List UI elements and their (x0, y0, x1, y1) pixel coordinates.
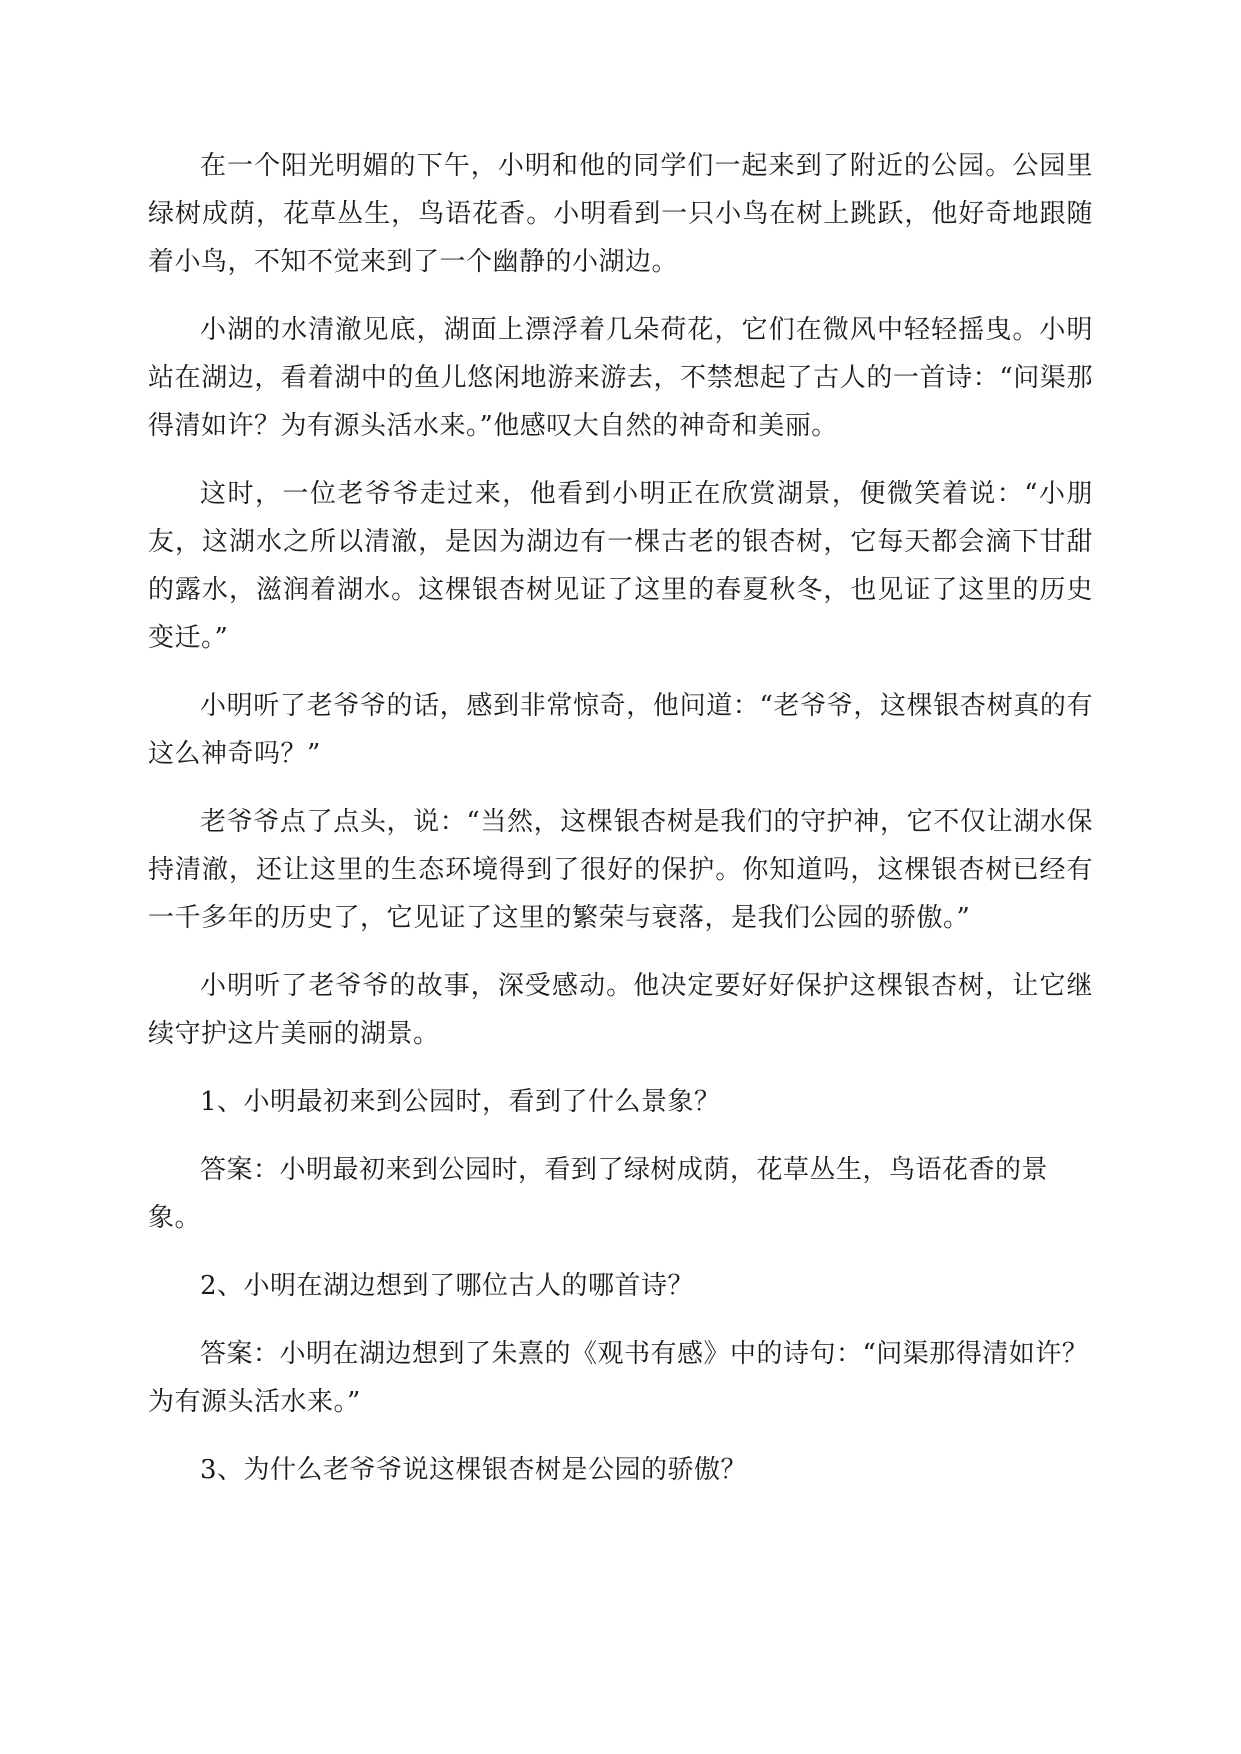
story-paragraph-5: 老爷爷点了点头，说：“当然，这棵银杏树是我们的守护神，它不仅让湖水保持清澈，还让这里的生态环境得到了很好的保护。你知道吗，这棵银杏树已经有一千多年的历史了，它见证了这里的繁荣与衰落，是我们公园的骄傲。” (148, 807, 1093, 933)
story-paragraph-3: 这时，一位老爷爷走过来，他看到小明正在欣赏湖景，便微笑着说：“小朋友，这湖水之所以清澈，是因为湖边有一棵古老的银杏树，它每天都会滴下甘甜的露水，滋润着湖水。这棵银杏树见证了这里的春夏秋冬，也见证了这里的历史变迁。” (148, 479, 1093, 653)
question-2: 2、小明在湖边想到了哪位古人的哪首诗？ (200, 1271, 695, 1301)
story-paragraph-2: 小湖的水清澈见底，湖面上漂浮着几朵荷花，它们在微风中轻轻摇曳。小明站在湖边，看着湖中的鱼儿悠闲地游来游去，不禁想起了古人的一首诗：“问渠那得清如许？为有源头活水来。”他感叹大自然的神奇和美丽。 (148, 315, 1093, 441)
answer-1: 答案：小明最初来到公园时，看到了绿树成荫，花草丛生，鸟语花香的景象。 (148, 1155, 1049, 1233)
question-3: 3、为什么老爷爷说这棵银杏树是公园的骄傲？ (200, 1455, 748, 1485)
answer-2: 答案：小明在湖边想到了朱熹的《观书有感》中的诗句：“问渠那得清如许？为有源头活水来。” (148, 1339, 1089, 1417)
story-paragraph-4: 小明听了老爷爷的话，感到非常惊奇，他问道：“老爷爷，这棵银杏树真的有这么神奇吗？” (148, 691, 1093, 769)
document-page (148, 142, 1093, 1514)
story-paragraph-1: 在一个阳光明媚的下午，小明和他的同学们一起来到了附近的公园。公园里绿树成荫，花草丛生，鸟语花香。小明看到一只小鸟在树上跳跃，他好奇地跟随着小鸟，不知不觉来到了一个幽静的小湖边。 (148, 151, 1093, 277)
story-paragraph-6: 小明听了老爷爷的故事，深受感动。他决定要好好保护这棵银杏树，让它继续守护这片美丽的湖景。 (148, 971, 1093, 1049)
question-1: 1、小明最初来到公园时，看到了什么景象？ (200, 1087, 721, 1117)
